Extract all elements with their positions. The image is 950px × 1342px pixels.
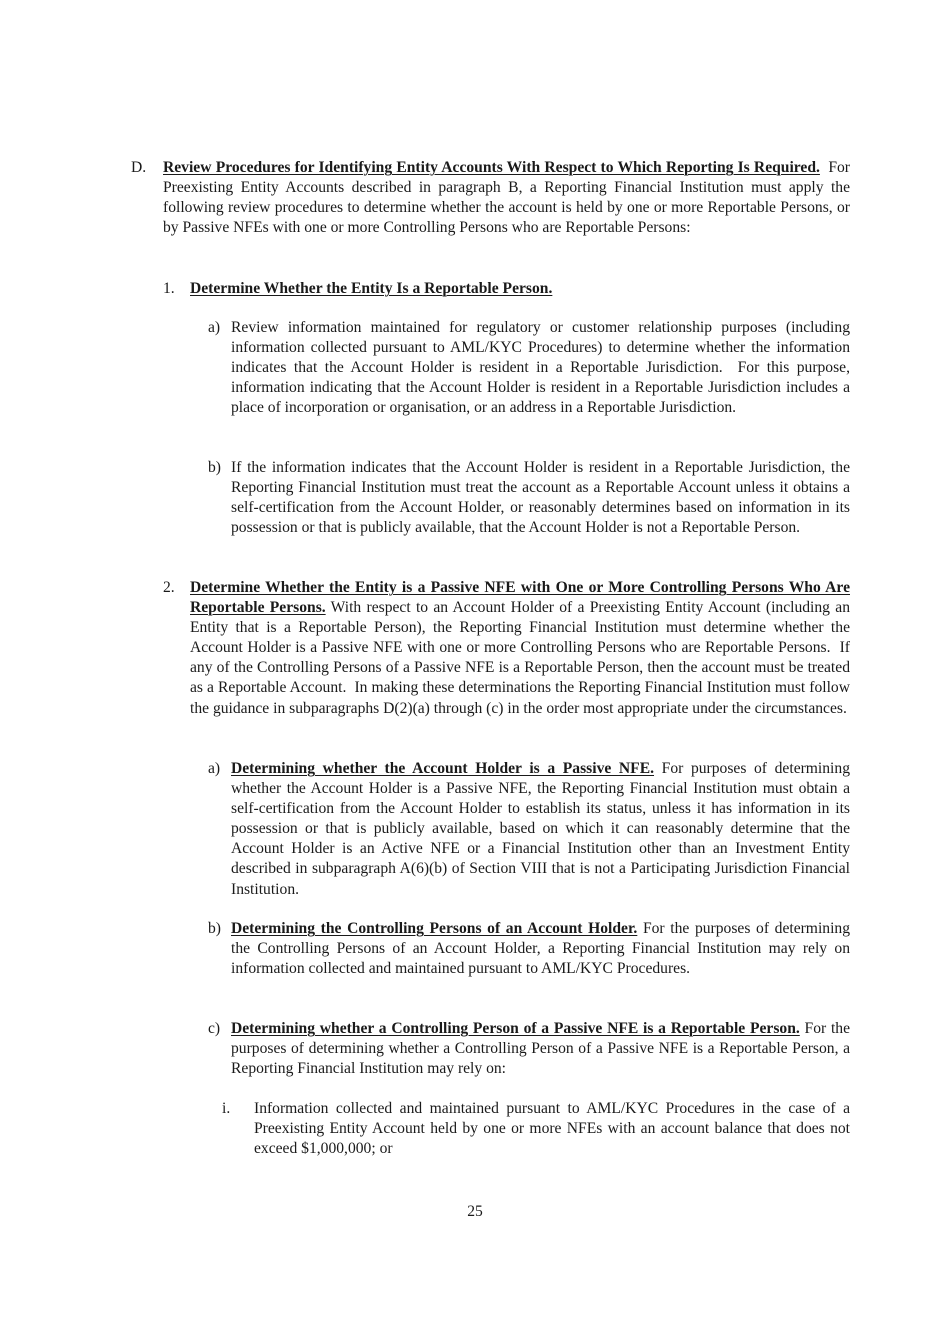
item-2-text: With respect to an Account Holder of a Preexisting Entity Account (including an Entity that is a Reportable Person), the Reporting Financial Institution must determine whether the Account Holder is a Passive NFE with one or more Controlling Persons who are Reportable Persons. If any of the Controlling Persons of a Passive NFE is a Reportable Person, then the account must be treated as a Reportable Account. In making these determinations the Reporting Financial Institution must follow the guidance in subparagraphs D(2)(a) through (c) in the order most appropriate under the circumstances. — [190, 599, 854, 717]
item-1-heading-line — [190, 279, 850, 299]
item-2 — [0, 578, 950, 719]
item-1-b — [0, 458, 950, 538]
item-1-a-text: Review information maintained for regulatory or customer relationship purposes (including information collected pursuant to AML/KYC Procedures) to determine whether the information indicates that the Account Holder is resident in a Reportable Jurisdiction. For this purpose, information indicating that the Account Holder is resident in a Reportable Jurisdiction includes a place of incorporation or organisation, or an address in a Reportable Jurisdiction. — [231, 319, 854, 417]
item-2-label: 2. — [163, 579, 175, 596]
item-2-heading: Determine Whether the Entity is a Passive NFE with One or More Controlling Persons Who Are Reportable Persons. — [190, 579, 850, 617]
item-1-a-label: a) — [208, 319, 221, 336]
item-2-b-label: b) — [208, 920, 221, 937]
item-2-b-text: For the purposes of determining the Controlling Persons of an Account Holder, a Reporting Financial Institution may rely on information collected and maintained pursuant to AML/KYC Procedures. — [231, 920, 850, 978]
item-1-b-text: If the information indicates that the Account Holder is resident in a Reportable Jurisdiction, the Reporting Financial Institution must treat the account as a Reportable Account unless it obtains a self-certification from the Account Holder, or reasonably determines based on information in its possession or that is publicly available, that the Account Holder is not a Reportable Person. — [231, 459, 850, 537]
item-2-paragraph — [190, 578, 854, 719]
item-2-a — [0, 759, 950, 900]
item-1 — [0, 279, 950, 299]
item-2-c — [0, 1019, 950, 1079]
section-d-label: D. — [131, 159, 147, 176]
item-2-a-label: a) — [208, 760, 221, 777]
page-number: 25 — [467, 1203, 483, 1220]
item-2-c-label: c) — [208, 1020, 221, 1037]
section-d-heading: Review Procedures for Identifying Entity Accounts With Respect to Which Reporting Is Required. — [163, 159, 820, 176]
item-2-c-i-label: i. — [222, 1100, 231, 1117]
item-2-c-text: For the purposes of determining whether a Controlling Person of a Passive NFE is a Reportable Person, a Reporting Financial Institution may rely on: — [231, 1020, 850, 1078]
item-2-c-paragraph — [231, 1019, 850, 1079]
item-2-c-i — [0, 1099, 950, 1159]
item-1-a — [0, 318, 950, 418]
item-2-a-text: For purposes of determining whether the Account Holder is a Passive NFE, the Reporting Financial Institution must obtain a self-certification from the Account Holder to establish its status, unless it has information in its possession or that is publicly available, based on which it can reasonably determine that the Account Holder is an Active NFE or a Financial Institution other than an Investment Entity described in subparagraph A(6)(b) of Section VIII that is not a Participating Jurisdiction Financial Institution. — [231, 760, 850, 898]
item-2-b — [0, 919, 950, 979]
section-d — [0, 158, 950, 238]
section-d-paragraph — [163, 158, 854, 238]
item-2-b-heading: Determining the Controlling Persons of an Account Holder. — [231, 920, 638, 937]
item-2-c-i-text: Information collected and maintained pursuant to AML/KYC Procedures in the case of a Preexisting Entity Account held by one or more NFEs with an account balance that does not exceed $1,000,000; or — [254, 1100, 850, 1158]
item-1-label: 1. — [163, 280, 175, 297]
item-2-a-paragraph — [231, 759, 850, 900]
section-d-text: For Preexisting Entity Accounts described in paragraph B, a Reporting Financial Institution must apply the following review procedures to determine whether the account is held by one or more Reportable Persons, or by Passive NFEs with one or more Controlling Persons who are Reportable Persons: — [163, 159, 854, 237]
item-2-b-paragraph — [231, 919, 850, 979]
item-1-b-label: b) — [208, 459, 221, 476]
item-2-c-heading: Determining whether a Controlling Person of a Passive NFE is a Reportable Person. — [231, 1020, 800, 1037]
item-2-a-heading: Determining whether the Account Holder is a Passive NFE. — [231, 760, 655, 777]
item-1-heading: Determine Whether the Entity Is a Reportable Person. — [190, 280, 553, 297]
